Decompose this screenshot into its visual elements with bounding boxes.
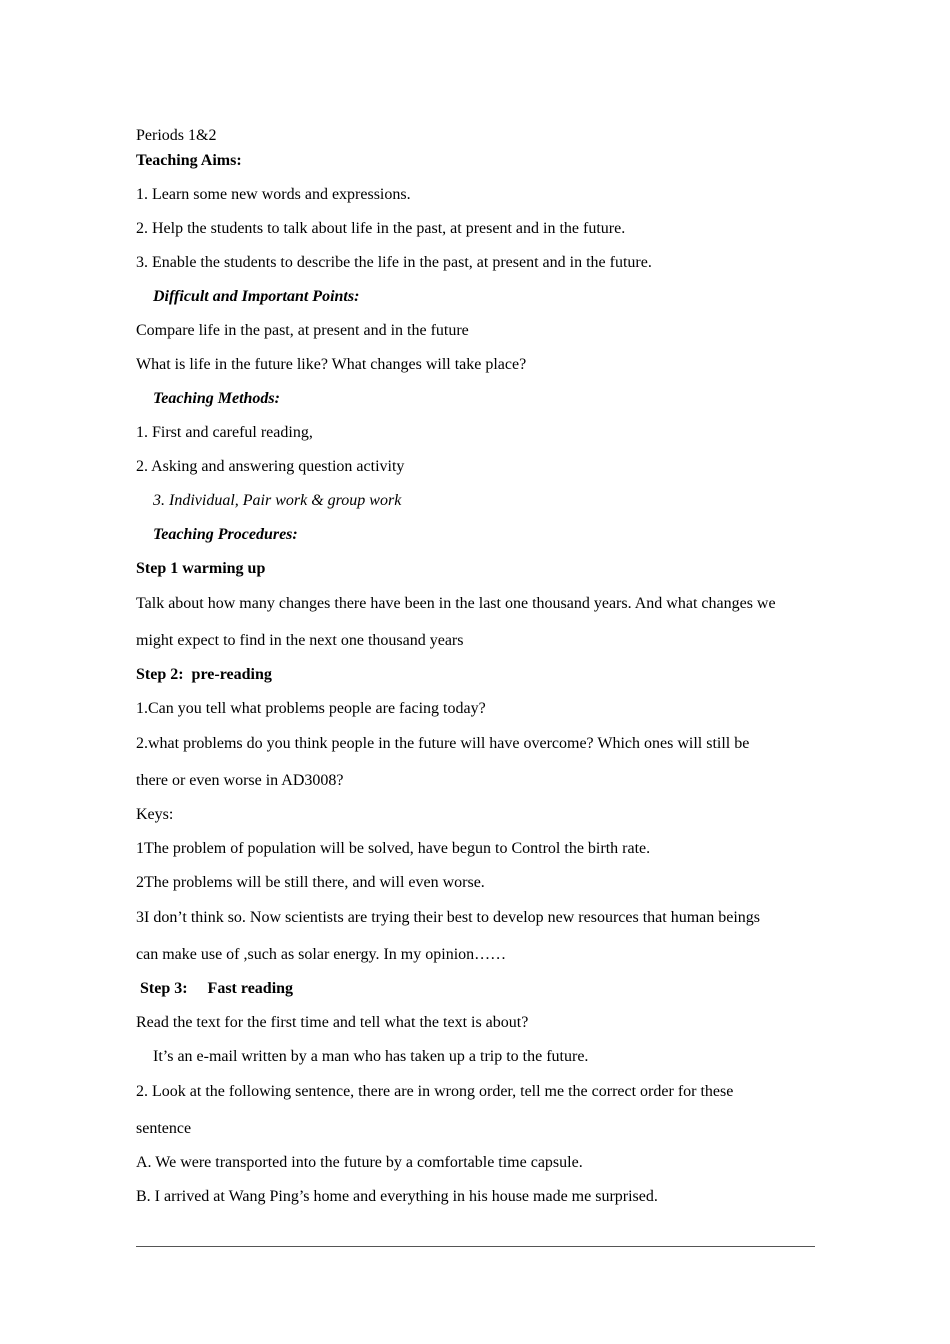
step2-question: 2.what problems do you think people in the future will have overcome? Which ones will still be: [136, 735, 750, 752]
order-item: B. I arrived at Wang Ping’s home and everything in his house made me surprised.: [136, 1188, 658, 1205]
aim-item: 3. Enable the students to describe the life in the past, at present and in the future.: [136, 254, 652, 271]
teaching-procedures-heading: Teaching Procedures:: [153, 526, 298, 543]
point-item: Compare life in the past, at present and in the future: [136, 322, 469, 339]
step3-question: sentence: [136, 1120, 192, 1137]
keys-label: Keys:: [136, 806, 174, 823]
teaching-methods-heading: Teaching Methods:: [153, 390, 280, 407]
teaching-aims-heading: Teaching Aims:: [136, 152, 242, 169]
footer-divider: [136, 1246, 815, 1247]
step3-question: Read the text for the first time and tell what the text is about?: [136, 1014, 529, 1031]
step1-heading: Step 1 warming up: [136, 560, 266, 577]
key-item: 2The problems will be still there, and will even worse.: [136, 874, 485, 891]
step3-answer: It’s an e-mail written by a man who has taken up a trip to the future.: [153, 1048, 589, 1065]
difficult-points-heading: Difficult and Important Points:: [153, 288, 360, 305]
key-item: 1The problem of population will be solved, have begun to Control the birth rate.: [136, 840, 651, 857]
key-item: can make use of ,such as solar energy. In my opinion……: [136, 946, 507, 963]
key-item: 3I don’t think so. Now scientists are trying their best to develop new resources that human beings: [136, 909, 761, 926]
method-item: 2. Asking and answering question activity: [136, 458, 405, 475]
step2-question: 1.Can you tell what problems people are facing today?: [136, 700, 486, 717]
method-item: 3. Individual, Pair work & group work: [153, 492, 402, 509]
step1-text: might expect to find in the next one thousand years: [136, 632, 464, 649]
step1-text: Talk about how many changes there have been in the last one thousand years. And what changes we: [136, 595, 776, 612]
period-label: Periods 1&2: [136, 127, 217, 144]
step3-question: 2. Look at the following sentence, there are in wrong order, tell me the correct order for these: [136, 1083, 734, 1100]
aim-item: 1. Learn some new words and expressions.: [136, 186, 411, 203]
step2-heading: Step 2: pre-reading: [136, 666, 272, 683]
step2-question: there or even worse in AD3008?: [136, 772, 344, 789]
method-item: 1. First and careful reading,: [136, 424, 313, 441]
order-item: A. We were transported into the future by a comfortable time capsule.: [136, 1154, 583, 1171]
step3-heading: Step 3: Fast reading: [140, 980, 294, 997]
point-item: What is life in the future like? What changes will take place?: [136, 356, 527, 373]
aim-item: 2. Help the students to talk about life in the past, at present and in the future.: [136, 220, 626, 237]
